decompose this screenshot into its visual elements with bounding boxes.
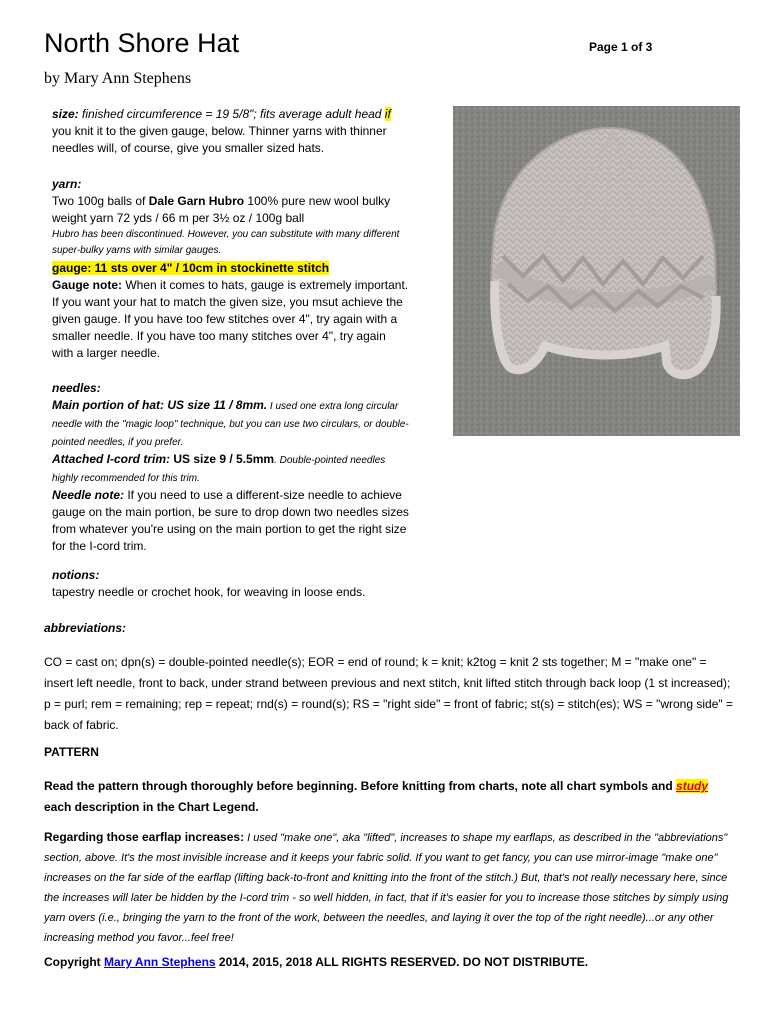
needles-label: needles: — [52, 381, 101, 395]
gauge-highlight: gauge: 11 sts over 4" / 10cm in stockinette stitch — [52, 261, 330, 275]
author-link[interactable]: Mary Ann Stephens — [104, 955, 216, 969]
read-instructions: Read the pattern through thoroughly before beginning. Before knitting from charts, note all chart symbols and study each description in the Chart Legend. — [44, 779, 709, 814]
notions-label: notions: — [52, 568, 100, 582]
abbreviations-text: CO = cast on; dpn(s) = double-pointed needle(s); EOR = end of round; k = knit; k2tog = knit 2 sts together; M = "make one" = insert left needle, front to back, under strand between previous and next stitch, knit lifted stitch through back loop (1 st increased); p = purl; rem = remaining; rep = repeat; rnd(s) = round(s); RS = "right side" = front of fabric; st(s) = stitch(es); WS = "wrong side" = back of fabric. — [44, 655, 733, 732]
copyright-line: Copyright Mary Ann Stephens 2014, 2015, 2018 ALL RIGHTS RESERVED. DO NOT DISTRIBUTE. — [44, 955, 589, 969]
abbreviations-label-block — [44, 618, 734, 639]
abbreviations-label: abbreviations: — [44, 621, 127, 635]
size-section: size: finished circumference = 19 5/8"; fits average adult head if you knit it to the given gauge, below. Thinner yarns with thinner needles will, of course, give you smaller sized hats. — [52, 107, 391, 155]
gauge-section: gauge: 11 sts over 4" / 10cm in stockinette stitch Gauge note: When it comes to hats, gauge is extremely important. If you want your hat to match the given size, you msut achieve the given gauge. If you have too few stitches over 4", try again with a smaller needle. If you have too many stitches over 4", try again with a larger needle. — [52, 261, 409, 360]
size-label: size: — [52, 107, 79, 121]
page-number: Page 1 of 3 — [589, 40, 653, 54]
notions-section: notions: tapestry needle or crochet hook, for weaving in loose ends. — [52, 567, 410, 601]
yarn-label: yarn: — [52, 177, 82, 191]
earflap-label: Regarding those earflap increases: — [44, 830, 245, 844]
pattern-heading: PATTERN — [44, 745, 99, 759]
gauge-note-label: Gauge note: — [52, 278, 123, 292]
study-highlight: study — [676, 779, 709, 793]
pattern-heading-block — [44, 742, 734, 763]
document-title: North Shore Hat — [44, 28, 240, 58]
author-byline: by Mary Ann Stephens — [44, 70, 192, 87]
if-highlight: if — [384, 107, 391, 121]
yarn-section: yarn: Two 100g balls of Dale Garn Hubro 100% pure new wool bulky weight yarn 72 yds / 66 m per 3½ oz / 100g ball Hubro has been discontinued. However, you can substitute with many different super-bulky yarns with similar gauges. — [52, 176, 410, 259]
hat-photo — [453, 106, 740, 436]
earflap-note: Regarding those earflap increases: I used "make one", aka "lifted", increases to shape my earflaps, as described in the "abbreviations" section, above. It's the most invisible increase and it keeps your fabric solid. If you want to get fancy, you can use mirror-image "make one" increases on the far side of the earflap (lifting back-to-front and knitting into the front of the stitch.) But, that's not really necessary here, since the increases will later be hidden by the I-cord trim - so well hidden, in fact, that if it's easier for you to increase those stitches by simply using yarn overs (i.e., bringing the yarn to the front of the work, between the needles, and laying it over the top of the right needle)...or any other increasing method you favor...feel free! — [44, 830, 729, 944]
needles-section: needles: Main portion of hat: US size 11 / 8mm. I used one extra long circular needle with the "magic loop" technique, but you can use two circulars, or double-pointed needles, if you prefer. Attached I-cord trim: US size 9 / 5.5mm. Double-pointed needles highly recommended for this trim. Needle note: If you need to use a different-size needle to achieve gauge on the main portion, be sure to drop down two needles sizes from whatever you're using on the main portion to get the right size for the I-cord trim. — [52, 381, 409, 553]
yarn-note: Hubro has been discontinued. However, you can substitute with many different super-bulky yarns with similar gauges. — [52, 229, 400, 256]
